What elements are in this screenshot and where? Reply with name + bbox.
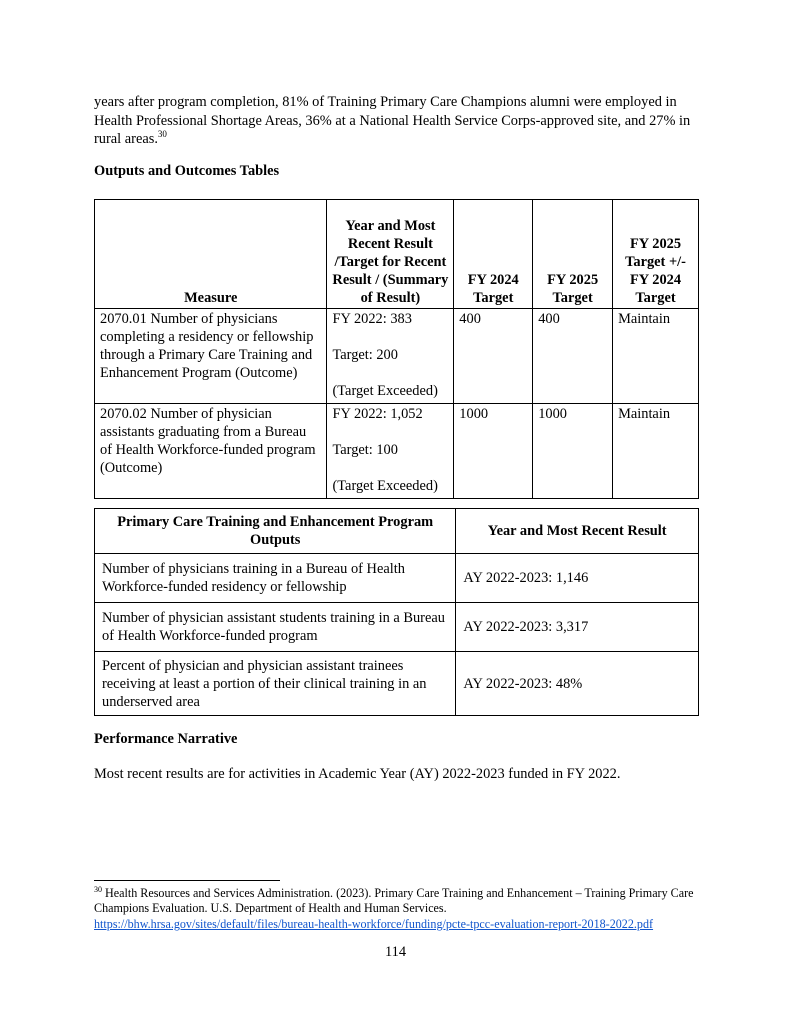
fy2024-target-cell: 1000 — [454, 404, 533, 499]
target-difference-cell: Maintain — [613, 404, 699, 499]
table-row — [95, 554, 699, 603]
target-value: Target: 100 — [332, 442, 398, 458]
measure-cell: 2070.01 Number of physicians completing a residency or fellowship through a Primary Care Training and Enhancement Program (Outcome) — [95, 309, 327, 404]
fy2025-target-cell: 400 — [533, 309, 613, 404]
outputs-table-header-row — [95, 509, 699, 554]
output-cell: Number of physician assistant students training in a Bureau of Health Workforce-funded program — [95, 603, 456, 652]
header-fy2024-target: FY 2024 Target — [454, 200, 533, 309]
outcomes-table-header-row — [95, 200, 699, 309]
target-difference-cell: Maintain — [613, 309, 699, 404]
footnote-link[interactable]: https://bhw.hrsa.gov/sites/default/files/bureau-health-workforce/funding/pcte-tpcc-evaluation-report-2018-2022.pdf — [94, 916, 654, 931]
fy2024-target-cell: 400 — [454, 309, 533, 404]
table-row — [95, 652, 699, 716]
table-row — [95, 309, 699, 404]
output-cell: Percent of physician and physician assistant trainees receiving at least a portion of their clinical training in an underserved area — [95, 652, 456, 716]
header-fy2025-target: FY 2025 Target — [533, 200, 613, 309]
output-result-cell: AY 2022-2023: 3,317 — [456, 603, 699, 652]
output-result-cell: AY 2022-2023: 1,146 — [456, 554, 699, 603]
result-summary: (Target Exceeded) — [332, 383, 438, 399]
result-summary: (Target Exceeded) — [332, 478, 438, 494]
footnote-number: 30 — [94, 884, 102, 894]
result-value: FY 2022: 383 — [332, 311, 412, 327]
header-target-difference: FY 2025 Target +/-FY 2024 Target — [613, 200, 699, 309]
page-number: 114 — [384, 944, 407, 960]
recent-result-cell — [327, 404, 454, 499]
footnote-divider — [94, 880, 280, 881]
table-row — [95, 603, 699, 652]
output-cell: Number of physicians training in a Bureau of Health Workforce-funded residency or fellowship — [95, 554, 456, 603]
recent-result-cell — [327, 309, 454, 404]
target-value: Target: 200 — [332, 347, 398, 363]
table-row — [95, 404, 699, 499]
intro-text: years after program completion, 81% of Training Primary Care Champions alumni were employed in Health Professional Shortage Areas, 36% at a National Health Service Corps-approved site, and 27% in rural areas. — [94, 94, 691, 147]
footnote-text: Health Resources and Services Administration. (2023). Primary Care Training and Enhancement – Training Primary Care Champions Evaluation. U.S. Department of Health and Human Services. — [94, 886, 694, 916]
outputs-table — [94, 508, 699, 716]
output-result-cell: AY 2022-2023: 48% — [456, 652, 699, 716]
narrative-paragraph: Most recent results are for activities in Academic Year (AY) 2022-2023 funded in FY 2022. — [94, 766, 621, 782]
header-outputs: Primary Care Training and Enhancement Program Outputs — [95, 509, 456, 554]
header-recent-result: Year and Most Recent Result /Target for Recent Result / (Summary of Result) — [327, 200, 454, 309]
footnote — [94, 886, 704, 932]
intro-paragraph — [94, 93, 694, 149]
narrative-heading: Performance Narrative — [94, 731, 238, 747]
header-year-result: Year and Most Recent Result — [456, 509, 699, 554]
header-measure: Measure — [95, 200, 327, 309]
result-value: FY 2022: 1,052 — [332, 406, 423, 422]
measure-cell: 2070.02 Number of physician assistants graduating from a Bureau of Health Workforce-funded program (Outcome) — [95, 404, 327, 499]
footnote-ref[interactable]: 30 — [157, 129, 167, 140]
outputs-heading: Outputs and Outcomes Tables — [94, 163, 280, 179]
fy2025-target-cell: 1000 — [533, 404, 613, 499]
outcomes-table — [94, 199, 699, 499]
